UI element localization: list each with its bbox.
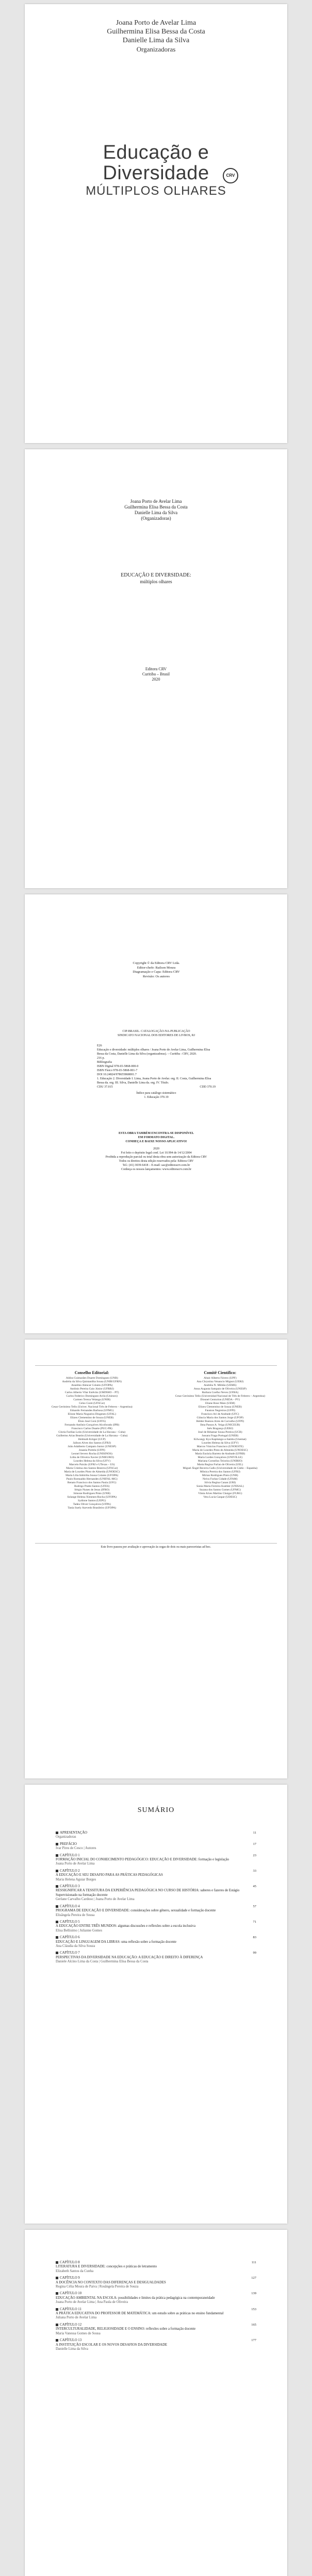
toc-label: APRESENTAÇÃO [56, 1831, 87, 1835]
cip-line: ISBN Físico 978-65-5868-001-7 [97, 1069, 138, 1072]
scientific-member: Anna Augusta Sampaio de Oliveira (UNESP) [193, 1387, 247, 1391]
cip-body [97, 1044, 216, 1099]
toc-label: CAPÍTULO 10 [56, 2292, 81, 2296]
cr-line: Copyright © da Editora CRV Ltda. [133, 961, 180, 965]
bullet-icon [56, 1854, 58, 1857]
legal-line: Proibida a reprodução parcial ou total desta obra sem autorização da Editora CRV [105, 1156, 207, 1159]
toc-authors: Danielle Lima da Silva [56, 2347, 88, 2351]
scientific-committee [163, 1370, 277, 1510]
editorial-member: Sydione Santos (UEPG) [78, 1499, 106, 1502]
scientific-member: Lourdes Helena da Silva (UFV) [202, 1442, 239, 1445]
toc-authors: Elisa Bellisimo | Julianne Gomes [56, 1928, 103, 1933]
cr-line: Editor-chefe: Railson Moura [137, 965, 176, 970]
scientific-member: Altair Alberto Fávero (UPF) [204, 1377, 237, 1380]
cover-title [25, 142, 287, 199]
toc-authors: Regina Célia Moura de Paiva | Rosângela Pereira de Souza [56, 2285, 139, 2289]
bullet-icon [56, 1843, 58, 1845]
toc-page-number: 177 [251, 2338, 256, 2343]
toc-entry[interactable] [56, 1842, 256, 1851]
bullet-icon [56, 1885, 58, 1888]
cip-classification [97, 1085, 216, 1089]
toc-title: FORMAÇÃO INICIAL DO CONHECIMENTO PEDAGÓGICO: EDUCAÇÃO E DIVERSIDADE: formação e legislação [56, 1858, 229, 1862]
toc-page-number: 33 [253, 1869, 256, 1873]
toc-title: A EDUCAÇÃO E SEU DESAFIO PARA AS PRÁTICAS PEDAGÓGICAS [56, 1873, 163, 1877]
toc-page-number: 45 [253, 1885, 256, 1889]
cip-line: DOI 10.24824/978655868001.7 [97, 1073, 137, 1076]
toc-label: CAPÍTULO 8 [56, 2261, 80, 2265]
editorial-member: Marcelo Paixão (UFRJ e UTexas – US) [69, 1463, 115, 1466]
bullet-icon [56, 1832, 58, 1834]
bullet-icon [56, 2261, 58, 2264]
scientific-member: Mirian Rodrigues Pinto (UNB) [202, 1474, 238, 1477]
contents-heading: SUMÁRIO [137, 1806, 175, 1814]
council-page [25, 1340, 287, 1778]
scientific-member: Ilma Passos A. Veiga (UNICEUB) [200, 1423, 240, 1427]
contents-page-2 [25, 2230, 287, 2576]
toc-entry[interactable] [56, 2276, 256, 2289]
cip-subtitle: SINDICATO NACIONAL DOS EDITORES DE LIVROS, RJ [117, 1034, 195, 1037]
toc-title: PROGRAMA DE EDUCAÇÃO E DIVERSIDADE: considerações sobre gênero, sexualidade e formação docente [56, 1909, 216, 1913]
scientific-member: José de Ribamar Sousa Pereira (UCB) [198, 1431, 242, 1434]
scientific-member: Jussara Fraga Portugal (UNEB) [202, 1434, 239, 1437]
toc-title: A DOCÊNCIA NO CONTEXTO DAS DIFERENÇAS E DESIGUALDADES [56, 2280, 166, 2284]
editorial-member: Cesar Gerónimo Tello (Univer. Nacional Três de Febrero – Argentina) [51, 1405, 133, 1409]
toc-entry[interactable] [56, 1951, 256, 1964]
title-page-editors [25, 499, 287, 521]
toc-label: CAPÍTULO 1 [56, 1854, 80, 1858]
toc-page-number: 23 [253, 1853, 256, 1857]
editorial-member: Carlos Alberto Vilar Estêvão (UMINHO – PT) [64, 1391, 119, 1394]
toc-page-number: 153 [251, 2307, 256, 2311]
legal-line: 2020 [153, 1147, 159, 1150]
editorial-member: Jailson Alves dos Santos (UFRJ) [73, 1442, 111, 1445]
cip-line: Educação e diversidade: múltiplos olhares / Joana Porto de Avelar Lima, Guilhermina Elisa Bessa da Costa, Danielle Lima da Silva (organizadoras). – Curitiba : CRV, 2020. [97, 1048, 210, 1056]
toc-page-number: 57 [253, 1904, 256, 1908]
scientific-member: Maria Lurdes Gonçalves (UNIVILLE) [198, 1456, 243, 1459]
editorial-member: Élsio José Corá (UFFS) [78, 1420, 106, 1423]
bullet-icon [56, 1870, 58, 1872]
toc-page-number: 165 [251, 2323, 256, 2327]
divider [35, 1365, 277, 1366]
editorial-member: Tadeu Oliver Gonçalves (UFPA) [73, 1503, 111, 1506]
copyright-page [25, 894, 287, 1333]
toc-authors: Joana Porto de Avelar Lima [56, 1862, 95, 1866]
scientific-member: Maria Eurácia Barreto de Andrade (UFRB) [195, 1452, 245, 1455]
scientific-member: Elizeu Clementino de Souza (UNEB) [198, 1405, 242, 1409]
legal-line: Todos os direitos desta edição reservados pela: Editora CRV [119, 1160, 194, 1163]
toc-authors: Joana Porto de Avelar Lima | Ana Paula de Oliveira [56, 2300, 128, 2304]
legal-line: ESTA OBRA TAMBÉM ENCONTRA-SE DISPONÍVEL [118, 1132, 194, 1135]
bullet-icon [56, 1936, 58, 1939]
toc-authors: Daniele Alcino Lima da Costa | Guilhermina Elisa Bessa da Costa [56, 1960, 149, 1964]
tp-editor: Joana Porto de Avelar Lima [130, 499, 182, 504]
cover-editor: Danielle Lima da Silva [122, 37, 190, 44]
cover-editor: Guilhermina Elisa Bessa da Costa [107, 28, 205, 36]
toc-entry[interactable] [56, 2292, 256, 2304]
scientific-member: Marta Regina Furlan de Oliveira (UEL) [197, 1463, 243, 1466]
cr-line: Revisão: Os autores [143, 974, 170, 978]
cip-heading [97, 1029, 216, 1038]
contents-list [56, 1831, 256, 1967]
toc-label: CAPÍTULO 2 [56, 1869, 80, 1873]
cover-editor-role: Organizadoras [136, 45, 176, 53]
toc-authors: Ana Cláudia da Silva Souza [56, 1944, 95, 1948]
toc-authors: Maria Helena Aguiar Borges [56, 1877, 96, 1882]
editorial-member: Gloria Fariñas León (Universidade de La Havana – Cuba) [58, 1431, 126, 1434]
toc-page-number: 111 [251, 2261, 256, 2264]
cip-index-label: Índice para catálogo sistemático [136, 1092, 176, 1095]
editorial-member: Carmen Tereza Velanga (UNIR) [73, 1398, 111, 1401]
title-page-title [25, 572, 287, 585]
toc-title: A EDUCAÇÃO ENTRE TRÊS MUNDOS: algumas discussões e reflexões sobre a escola inclusiva [56, 1924, 195, 1928]
toc-entry[interactable] [56, 2261, 256, 2274]
cip-line: 1. Educação 2. Diversidade I. Lima, Joana Porto de Avelar. org. II. Costa, Guilhermina Elisa Bessa da. org. III. Silva, Danielle Lima da. org. IV. Título. [97, 1077, 211, 1084]
tp-title-main: EDUCAÇÃO E DIVERSIDADE: [121, 572, 191, 578]
editorial-council-list [35, 1377, 149, 1510]
bullet-icon [56, 1921, 58, 1923]
cip-index: 1. Educação 370.19 [144, 1096, 169, 1099]
editorial-member: Josania Portela (UFPI) [78, 1449, 105, 1452]
toc-authors: Juliana Porto de Avelar Lima [56, 2316, 97, 2320]
editorial-member: Leonel Severo Rocha (UNISINOS) [71, 1452, 112, 1455]
bullet-icon [56, 2277, 58, 2279]
editorial-council-title: Conselho Editorial: [74, 1370, 109, 1375]
cip-line: Bibliografia [97, 1061, 112, 1064]
scientific-member: Vera Lucia Gaspar (UDESC) [203, 1496, 237, 1499]
contents-list [56, 2261, 256, 2354]
scientific-member: Mariana Cornelius Teixeira (UNIRIO) [198, 1460, 242, 1463]
title-page-publisher [25, 667, 287, 682]
scientific-committee-title: Comitê Científico: [204, 1370, 237, 1375]
toc-authors: Organizadoras [56, 1835, 76, 1839]
cip-title: CIP-BRASIL. CATALOGAÇÃO-NA-PUBLICAÇÃO [122, 1030, 190, 1033]
cip-line: 216 p. [97, 1057, 105, 1060]
toc-label: CAPÍTULO 3 [56, 1885, 80, 1889]
scientific-member: Maria de Lourdes Pinto de Almeida (UNOESC) [192, 1449, 248, 1452]
editorial-member: Maria de Lourdes Pinto de Almeida (UNOESC) [64, 1470, 120, 1473]
editorial-member: Maria Cristina dos Santos Bezerra (UFSCar) [66, 1467, 118, 1470]
editorial-member: Francisco Carlos Duarte (PUC-PR) [71, 1427, 112, 1430]
toc-label: CAPÍTULO 7 [56, 1951, 80, 1955]
editorial-member: Rodrigo Pratte-Santos (UFES) [74, 1485, 110, 1488]
scientific-committee-list [163, 1377, 277, 1499]
scientific-member: Diosnel Centurion (UNIDA – PY) [200, 1398, 240, 1401]
toc-title: RESSIGNIFICAR A TESSITURA DA EXPERIÊNCIA PEDAGÓGICA NO CURSO DE HISTÓRIA: saberes e fazeres de Estágio Supervisionado na formação docente [56, 1889, 240, 1897]
scientific-member: Barbara Coelho Neves (UFBA) [202, 1391, 239, 1394]
cr-line: Diagramação e Capa: Editora CRV [133, 970, 180, 974]
toc-title: EDUCAÇÃO E LINGUAGEM DA LIBRAS: uma reflexão sobre a formação docente [56, 1940, 177, 1944]
toc-label: CAPÍTULO 4 [56, 1905, 80, 1909]
editorial-member: Maria Lília Imbiriba Sousa Colares (UFOPA) [65, 1474, 119, 1477]
toc-title: A PRÁTICA EDUCATIVA DO PROFESSOR DE MATEMÁTICA: um estudo sobre as práticas no ensino fundamental [56, 2312, 224, 2316]
divider [35, 1543, 277, 1544]
cover-title-line3: MÚLTIPLOS OLHARES [86, 184, 226, 198]
title-page [25, 449, 287, 888]
editorial-member: Celso Conti (UFSCar) [79, 1402, 105, 1405]
bullet-icon [56, 1905, 58, 1908]
toc-label: CAPÍTULO 6 [56, 1936, 80, 1940]
cip-cdd: CDD 370.19 [200, 1086, 216, 1089]
toc-label: CAPÍTULO 12 [56, 2323, 81, 2327]
scientific-member: Helder Buenos Aires de Carvalho (UFPI) [196, 1420, 244, 1423]
scientific-member: Suzana dos Santos Gomes (UFMG) [199, 1488, 241, 1492]
tp-editor: Guilhermina Elisa Bessa da Costa [124, 504, 188, 510]
editorial-council [35, 1370, 149, 1510]
toc-entry[interactable] [56, 2308, 256, 2320]
editorial-member: Renato Francisco dos Santos Paula (UFG) [67, 1481, 117, 1484]
toc-label: CAPÍTULO 11 [56, 2308, 81, 2312]
cover-editors [25, 19, 287, 54]
toc-page-number: 139 [251, 2292, 256, 2296]
toc-title: INTERCULTURALIDADE, RELIGIOSIDADE E O ENSINO: reflexões sobre a formação docente [56, 2327, 196, 2331]
toc-label: CAPÍTULO 5 [56, 1920, 80, 1924]
toc-title: A INSTITUIÇÃO ESCOLAR E OS NOVOS DESAFIOS DA DIVERSIDADE [56, 2343, 167, 2347]
toc-entry[interactable] [56, 1905, 256, 1918]
toc-entry[interactable] [56, 2338, 256, 2351]
editorial-member: Carlos Federico Dominguez Avila (Unieuro) [66, 1395, 118, 1398]
toc-entry[interactable] [56, 1885, 256, 1902]
editorial-member: João Adalberto Campato Junior (UNESP) [68, 1445, 116, 1448]
scientific-member: Kilwangy Kya Kapitango-a-Samba (Unemat) [193, 1438, 247, 1441]
scientific-member: Sonia Maria Ferreira Koehler (UNISAL) [196, 1485, 244, 1488]
copyright-block [97, 961, 216, 979]
scientific-member: Gláucia Maria dos Santos Jorge (UFOP) [196, 1416, 244, 1419]
editorial-member: Elione Maria Nogueira Diogenes (UFAL) [68, 1413, 116, 1416]
cover-title-line2: Diversidade [103, 162, 209, 184]
toc-entry[interactable] [56, 2323, 256, 2336]
toc-authors: Maria Vanessa Gomes de Sousa [56, 2331, 101, 2335]
toc-entry[interactable] [56, 1936, 256, 1948]
scientific-member: Inês Bragança (UERJ) [207, 1427, 233, 1430]
scientific-member: Cesar Gerónimo Tello (Universidad Nacional de Três de Febrero – Argentina) [175, 1395, 265, 1398]
scientific-member: Vânia Alves Martins Chaigar (FURG) [198, 1492, 242, 1495]
legal-line: CONHEÇA E BAIXE NOSSO APLICATIVO! [125, 1140, 187, 1143]
council-columns [35, 1370, 277, 1510]
toc-entry[interactable] [56, 1831, 256, 1840]
editorial-member: Aldira Guimarães Duarte Domínguez (UNB) [65, 1377, 118, 1380]
toc-page-number: 11 [253, 1831, 256, 1835]
council-footer: Este livro passou por avaliação e aprovação às cegas de dois ou mais pareceristas ad hoc. [101, 1546, 211, 1549]
editorial-member: Paulo Romualdo Hernandes (UNIFAL-MG) [66, 1478, 118, 1481]
legal-line: Foi feito o depósito legal conf. Lei 10.994 de 14/12/2004 [121, 1151, 192, 1155]
bullet-icon [56, 1952, 58, 1954]
contents-page-1 [25, 1785, 287, 2224]
toc-authors: Elisângela Pereira de Sousa [56, 1913, 95, 1917]
scientific-member: Mônica Pereira dos Santos (UFRJ) [200, 1470, 240, 1473]
toc-label: CAPÍTULO 9 [56, 2276, 80, 2280]
scientific-member: Marcos Vinicius Francisco (UNOESTE) [196, 1445, 244, 1448]
toc-page-number: 99 [253, 1951, 256, 1955]
legal-notice [87, 1131, 226, 1172]
editorial-member: Lourdes Helena da Silva (UFV) [73, 1460, 110, 1463]
bullet-icon [56, 2308, 58, 2311]
editorial-member: Elizeu Clementino de Souza (UNEB) [70, 1416, 114, 1419]
scientific-member: Miguel Ángel Becerra Gallo (Universidade de Cádiz – Espanha) [183, 1467, 258, 1470]
scientific-member: Fauston Negreiros (UFPI) [205, 1409, 235, 1412]
toc-page-number: 17 [253, 1842, 256, 1846]
tp-editor-role: (Organizadoras) [141, 516, 171, 521]
tp-pub-city: Curitiba – Brasil [142, 672, 170, 676]
cover-page [25, 4, 287, 443]
editorial-member: Andréia da Silva Quintanilha Sousa (UNIR/UFRN) [62, 1380, 122, 1383]
legal-line: Tel.: (41) 3039-6418 – E-mail: sac@editoracrv.com.br [122, 1164, 190, 1167]
bullet-icon [56, 2292, 58, 2295]
toc-entry[interactable] [56, 1920, 256, 1933]
publisher-logo: CRV [223, 168, 238, 183]
editorial-member: Eduardo Fernandes Barbosa (UFMG) [70, 1409, 114, 1412]
bullet-icon [56, 2339, 58, 2342]
editorial-member: Sérgio Nunes de Jesus (IFRO) [74, 1488, 110, 1492]
scientific-member: Ana Chrystina Venancio Mignot (UERJ) [196, 1380, 244, 1383]
toc-title: PERSPECTIVAS DA DIVERSIDADE NA EDUCAÇÃO: A EDUCAÇÃO E DIREITO À DIFERENÇA [56, 1955, 203, 1959]
editorial-member: Solange Helena Ximenes-Rocha (UFOPA) [67, 1496, 117, 1499]
scientific-member: Francisco Ari de Andrade (UFC) [201, 1413, 239, 1416]
toc-label: CAPÍTULO 13 [56, 2338, 81, 2343]
toc-page-number: 83 [253, 1936, 256, 1940]
tp-pub-year: 2020 [152, 677, 160, 682]
editorial-member: Anselmo Alencar Colares (UFOPA) [71, 1384, 113, 1387]
editorial-member: Simone Rodrigues Pinto (UNB) [73, 1492, 111, 1495]
toc-label: PREFÁCIO [56, 1842, 77, 1846]
scientific-member: Neiva Furlan Cidade (UFAM) [203, 1478, 238, 1481]
editorial-member: Fernando Antônio Gonçalves Alcoforado (IPB) [64, 1423, 120, 1427]
tp-pub-name: Editora CRV [145, 667, 167, 671]
cip-code: E26 [97, 1044, 102, 1047]
tp-editor: Danielle Lima da Silva [134, 510, 178, 515]
legal-line: Conheça os nossos lançamentos: www.editoracrv.com.br [121, 1168, 192, 1171]
toc-title: EDUCAÇÃO AMBIENTAL NA ESCOLA: possibilidades e limites da prática pedagógica na contemporaneidade [56, 2296, 215, 2300]
toc-title: LITERATURA E DIVERSIDADE: concepções e práticas de letramento [56, 2265, 157, 2269]
tp-title-sub: múltiplos olhares [140, 579, 172, 584]
editorial-member: Tania Suely Azevedo Brasileiro (UFOPA) [68, 1506, 117, 1510]
scientific-member: Silvia Regina Canan (URI) [204, 1481, 236, 1484]
editorial-member: Guillermo Arias Beatón (Universidade de La Havana – Cuba) [56, 1434, 128, 1437]
toc-authors: Ivar Pires de Cesco | Autores [56, 1846, 96, 1851]
legal-line: EM FORMATO DIGITAL. [138, 1136, 175, 1139]
toc-page-number: 71 [253, 1920, 256, 1924]
bullet-icon [56, 2324, 58, 2326]
toc-authors: Elizabeth Santos da Cunha [56, 2269, 94, 2273]
toc-page-number: 127 [251, 2276, 256, 2280]
toc-entry[interactable] [56, 1854, 256, 1867]
scientific-member: Andréia N. Militão (UEMS) [204, 1384, 237, 1387]
cip-cdu: CDU 37.015 [97, 1086, 113, 1089]
cover-editor: Joana Porto de Avelar Lima [116, 19, 196, 27]
toc-authors: Gerlane Carvalho Cardoso | Joana Porto de Avelar Lima [56, 1897, 135, 1902]
toc-entry[interactable] [56, 1869, 256, 1882]
editorial-member: Antônio Pereira Gaio Júnior (UFRRJ) [70, 1387, 114, 1391]
cover-title-line1: Educação e [103, 142, 209, 163]
scientific-member: Eliane Rose Maio (UEM) [205, 1402, 235, 1405]
cip-line: ISBN Digital 978-65-5868-000-0 [97, 1065, 139, 1068]
editorial-member: Lídia de Oliveira Xavier (UNIEURO) [70, 1456, 114, 1459]
editorial-member: Helmuth Krüger (UCP) [78, 1438, 106, 1441]
